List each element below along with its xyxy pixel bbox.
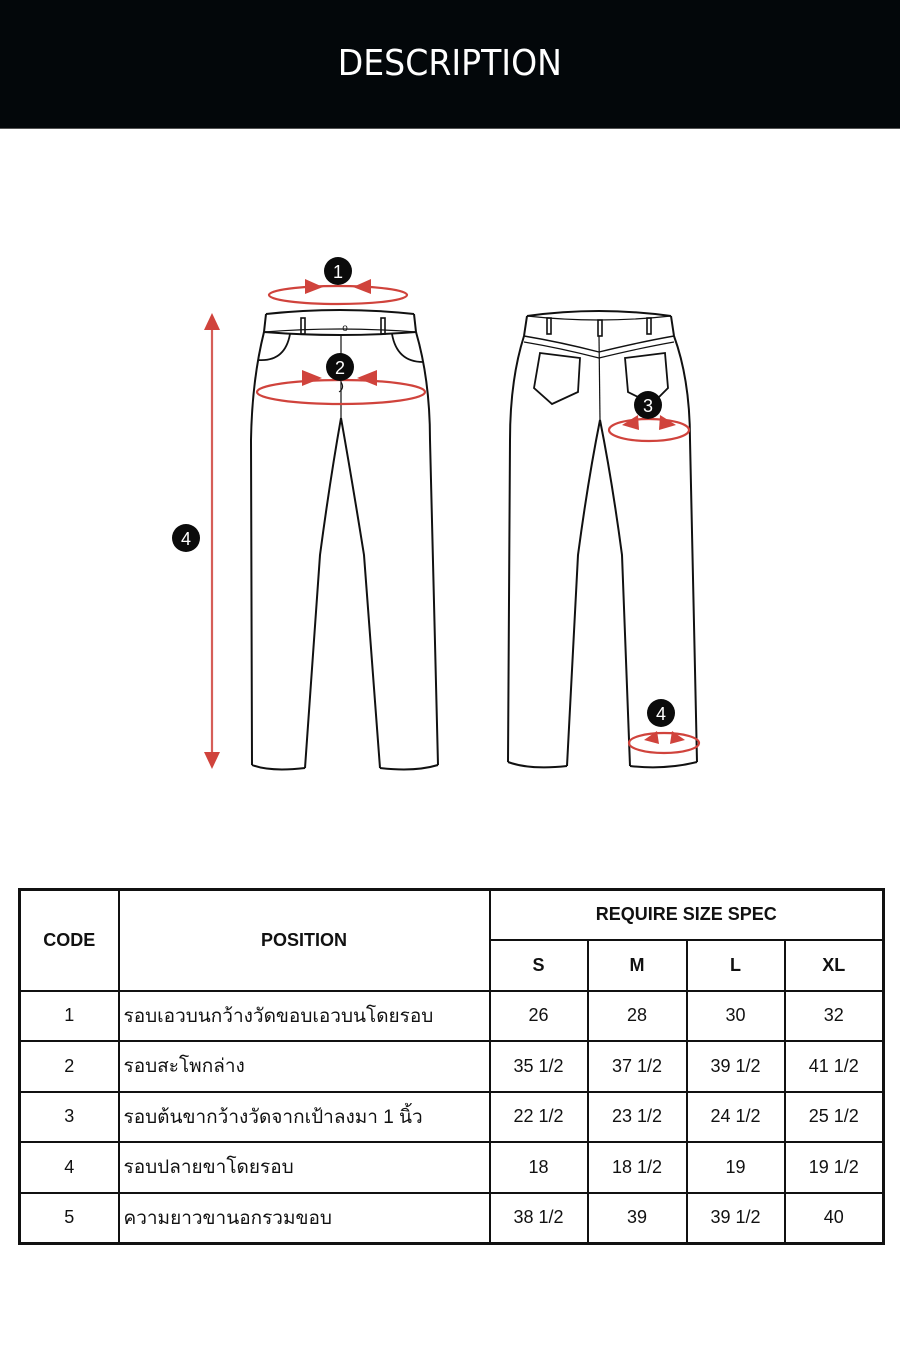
header-size-xl: XL — [785, 940, 884, 991]
row-value-m: 23 1/2 — [588, 1092, 687, 1143]
row-value-l: 19 — [687, 1142, 785, 1193]
row-code: 4 — [20, 1142, 119, 1193]
row-value-m: 37 1/2 — [588, 1041, 687, 1092]
row-position: ความยาวขานอกรวมขอบ — [119, 1193, 490, 1244]
row-position: รอบต้นขากว้างวัดจากเป้าลงมา 1 นิ้ว — [119, 1092, 490, 1143]
row-value-m: 28 — [588, 991, 687, 1042]
row-code: 1 — [20, 991, 119, 1042]
marker-3-label: 3 — [642, 396, 654, 416]
pants-measurement-diagram — [0, 129, 900, 829]
arrow-left-icon — [357, 370, 377, 386]
table-row — [20, 1041, 884, 1092]
table-header-row — [20, 890, 884, 940]
row-value-xl: 19 1/2 — [785, 1142, 884, 1193]
row-value-l: 30 — [687, 991, 785, 1042]
waist-measure-ellipse — [269, 286, 407, 304]
row-value-xl: 25 1/2 — [785, 1092, 884, 1143]
table-row — [20, 1092, 884, 1143]
row-value-l: 39 1/2 — [687, 1041, 785, 1092]
row-position: รอบปลายขาโดยรอบ — [119, 1142, 490, 1193]
page-title: DESCRIPTION — [337, 42, 563, 84]
row-value-l: 24 1/2 — [687, 1092, 785, 1143]
row-code: 2 — [20, 1041, 119, 1092]
back-pants-outline — [508, 311, 697, 767]
arrow-up-icon — [204, 313, 220, 330]
header-bar — [0, 0, 900, 129]
row-value-s: 35 1/2 — [490, 1041, 588, 1092]
row-value-l: 39 1/2 — [687, 1193, 785, 1244]
arrow-left-icon — [659, 415, 676, 430]
arrow-down-icon — [204, 752, 220, 769]
arrow-left-icon — [353, 279, 371, 294]
row-value-xl: 41 1/2 — [785, 1041, 884, 1092]
row-position: รอบสะโพกล่าง — [119, 1041, 490, 1092]
row-position: รอบเอวบนกว้างวัดขอบเอวบนโดยรอบ — [119, 991, 490, 1042]
row-value-s: 18 — [490, 1142, 588, 1193]
table-row — [20, 1193, 884, 1244]
size-spec-table — [18, 888, 885, 1245]
row-value-xl: 32 — [785, 991, 884, 1042]
thigh-measure-ellipse — [609, 419, 689, 441]
row-value-m: 18 1/2 — [588, 1142, 687, 1193]
marker-4-back-label: 4 — [655, 704, 667, 724]
row-value-s: 38 1/2 — [490, 1193, 588, 1244]
header-code: CODE — [20, 890, 119, 991]
row-code: 5 — [20, 1193, 119, 1244]
header-position: POSITION — [119, 890, 490, 991]
row-value-m: 39 — [588, 1193, 687, 1244]
row-value-s: 26 — [490, 991, 588, 1042]
row-code: 3 — [20, 1092, 119, 1143]
marker-1-label: 1 — [332, 262, 344, 282]
button-glyph: o — [342, 323, 348, 334]
table-row — [20, 1142, 884, 1193]
header-size-spec: REQUIRE SIZE SPEC — [490, 890, 884, 940]
hem-measure-ellipse — [629, 733, 699, 753]
arrow-right-icon — [302, 370, 322, 386]
row-value-s: 22 1/2 — [490, 1092, 588, 1143]
header-size-m: M — [588, 940, 687, 991]
table-row — [20, 991, 884, 1042]
marker-4-front-label: 4 — [180, 529, 192, 549]
row-value-xl: 40 — [785, 1193, 884, 1244]
arrow-right-icon — [305, 279, 323, 294]
marker-2-label: 2 — [334, 358, 346, 378]
header-size-s: S — [490, 940, 588, 991]
arrow-right-icon — [622, 415, 639, 430]
header-size-l: L — [687, 940, 785, 991]
